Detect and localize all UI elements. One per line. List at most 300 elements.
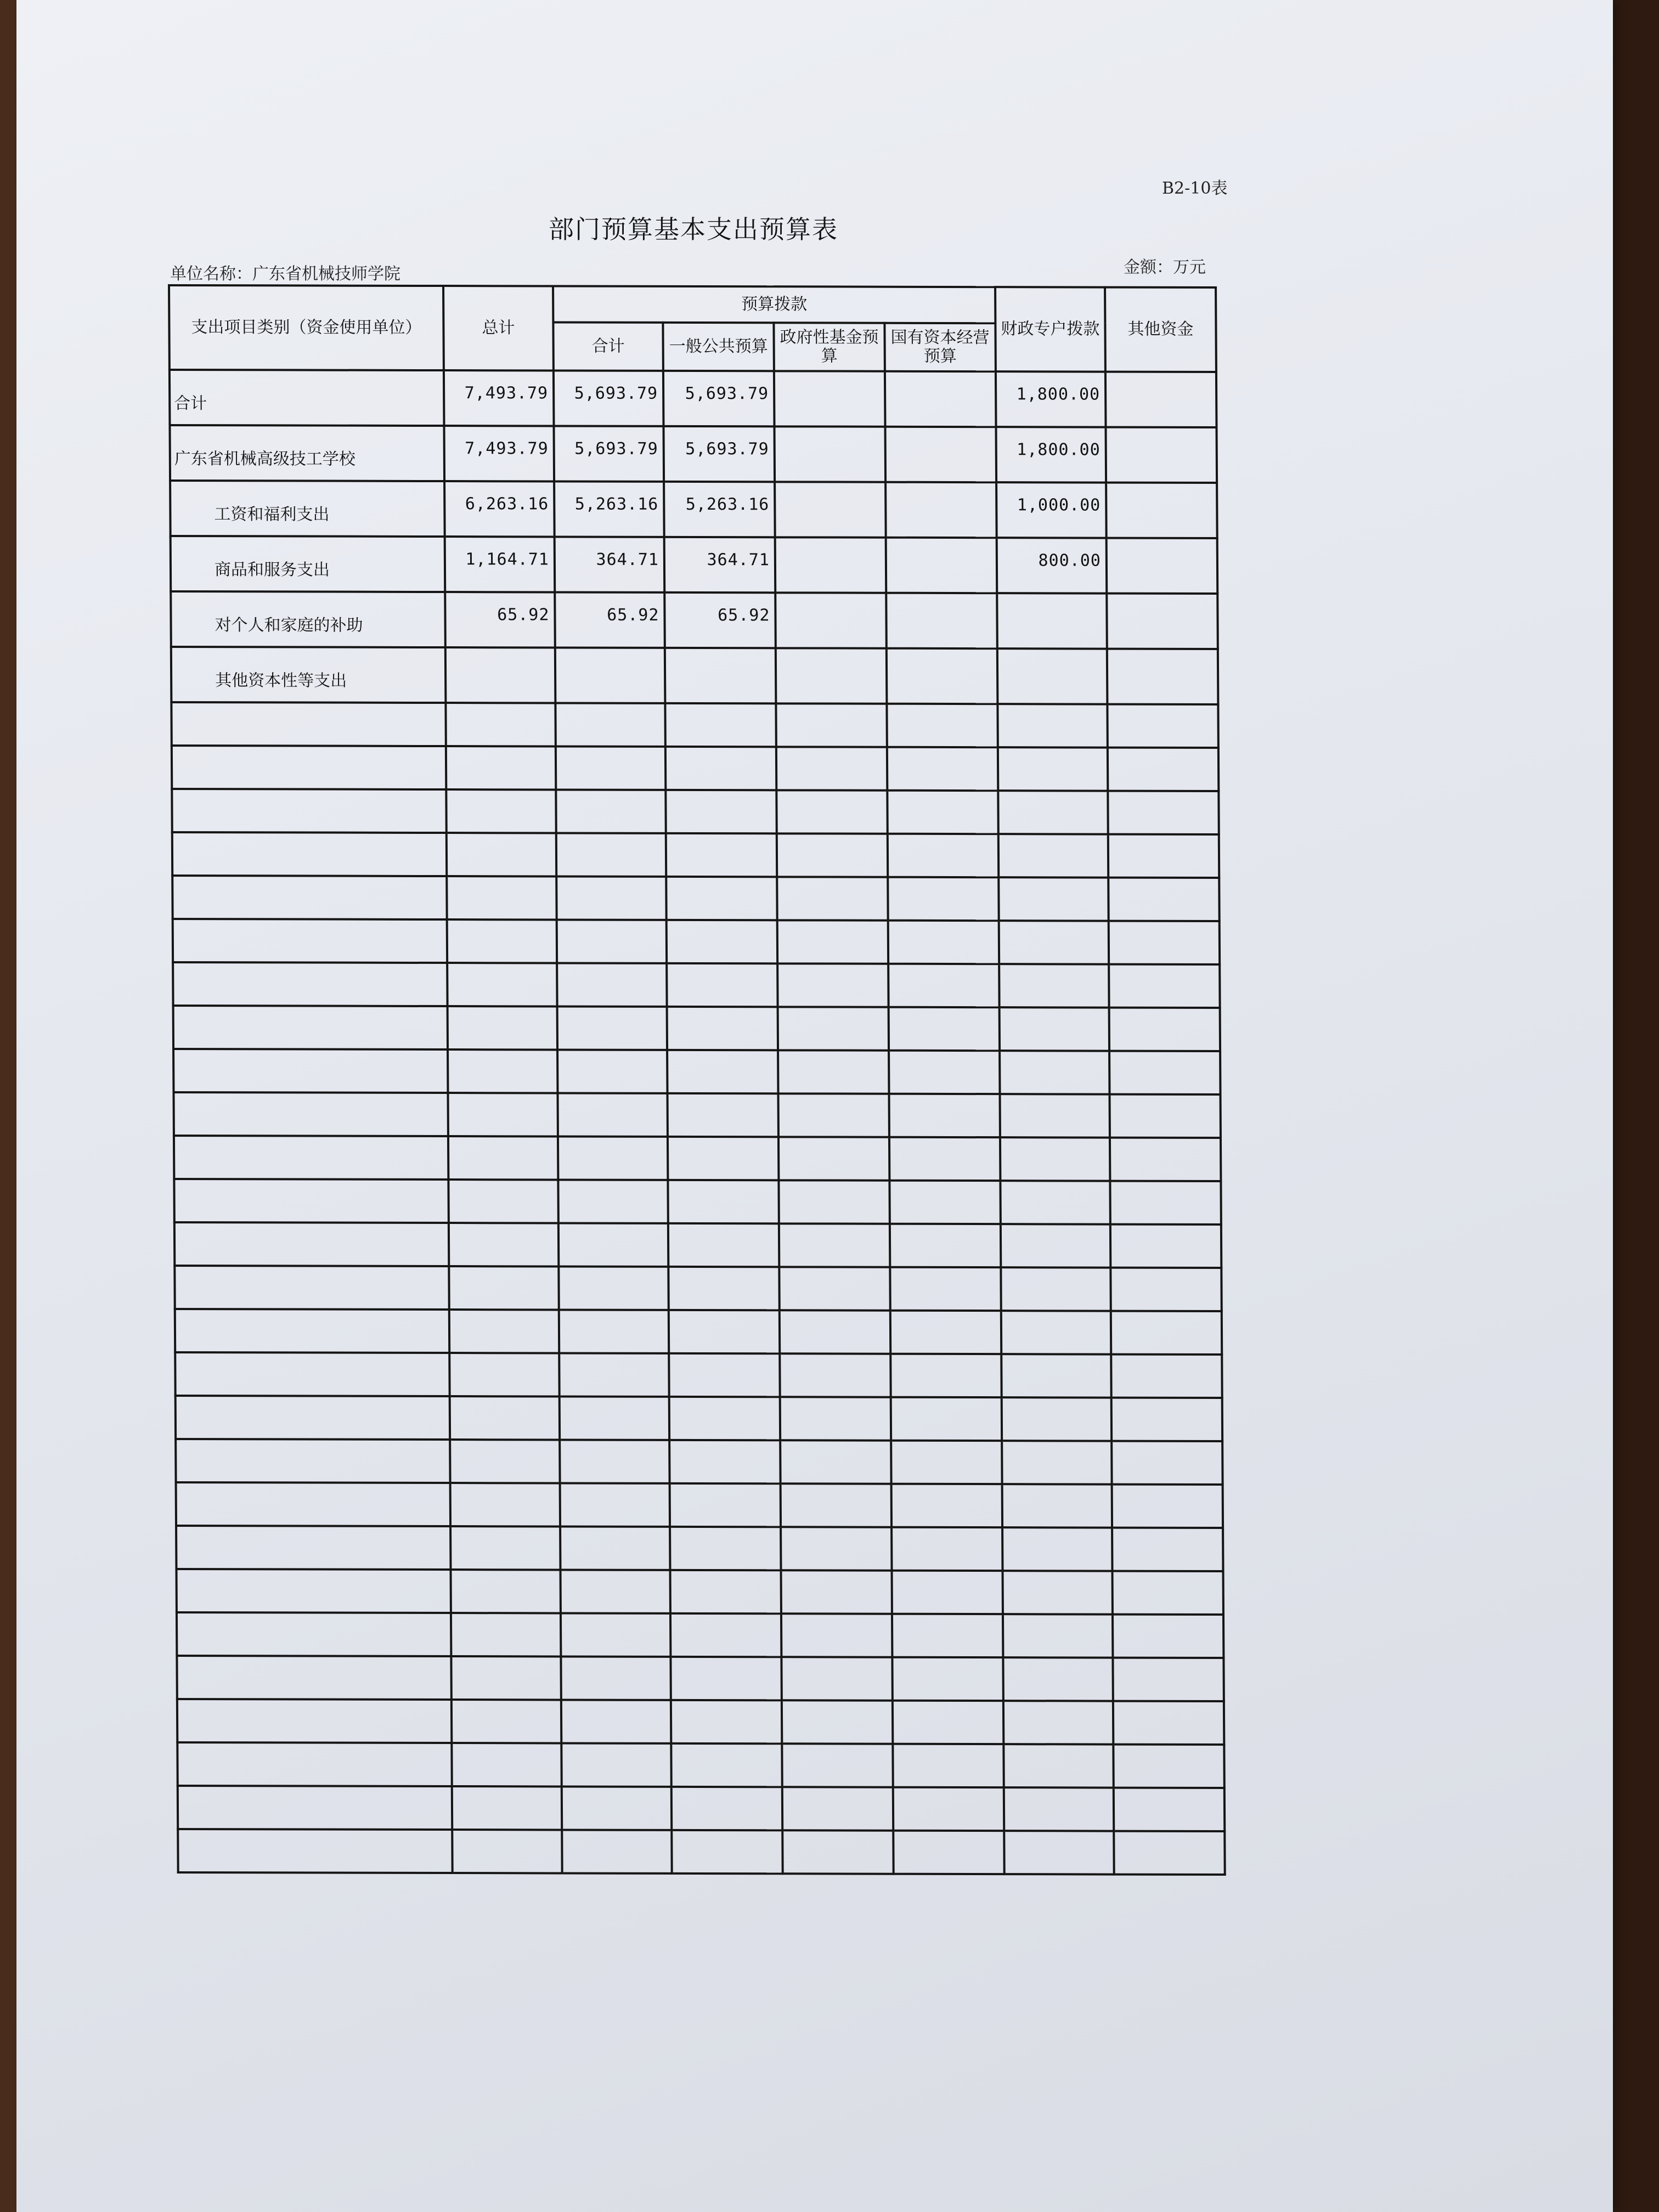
- empty-cell: [448, 1093, 557, 1136]
- empty-cell: [557, 1006, 667, 1049]
- empty-cell: [558, 1180, 668, 1223]
- empty-cell: [558, 1266, 668, 1310]
- cell-state-capital: [887, 648, 998, 704]
- empty-cell: [779, 1267, 890, 1310]
- empty-cell: [889, 1007, 1000, 1051]
- empty-cell: [451, 1656, 561, 1700]
- header-category: 支出项目类别（资金使用单位）: [169, 285, 444, 370]
- empty-cell: [178, 1829, 452, 1873]
- empty-cell: [1108, 791, 1218, 834]
- empty-cell: [176, 1526, 450, 1570]
- empty-cell: [173, 962, 447, 1006]
- cell-gov-fund: [774, 426, 885, 482]
- empty-cell: [781, 1570, 892, 1613]
- empty-cell: [560, 1526, 670, 1570]
- empty-cell: [668, 1267, 779, 1310]
- empty-cell: [175, 1352, 449, 1396]
- empty-cell: [172, 789, 446, 833]
- cell-total: 65.92: [445, 592, 555, 647]
- cell-total: 1,164.71: [445, 537, 555, 592]
- empty-cell: [177, 1699, 452, 1743]
- empty-cell: [1114, 1831, 1224, 1875]
- empty-cell: [1113, 1615, 1223, 1658]
- cell-other-funds: [1107, 594, 1218, 649]
- header-general-public: 一般公共预算: [663, 323, 774, 371]
- header-total: 总计: [443, 286, 554, 370]
- cell-special-allocation: [997, 593, 1107, 648]
- cell-total: 6,263.16: [444, 481, 555, 537]
- empty-cell: [1113, 1571, 1223, 1615]
- empty-cell: [1000, 1007, 1109, 1051]
- empty-cell: [667, 1093, 778, 1137]
- header-special-allocation: 财政专户拨款: [995, 287, 1105, 371]
- empty-cell: [1110, 1181, 1221, 1224]
- form-code: B2-10表: [1162, 179, 1228, 198]
- empty-cell: [558, 1223, 668, 1266]
- empty-cell: [888, 964, 999, 1007]
- empty-cell: [559, 1353, 669, 1396]
- empty-cell: [782, 1700, 893, 1743]
- empty-cell: [1004, 1831, 1114, 1874]
- cell-special-allocation: 1,800.00: [996, 427, 1107, 482]
- empty-cell: [892, 1571, 1003, 1614]
- table-row: [171, 647, 1218, 704]
- empty-cell: [557, 1093, 667, 1136]
- cell-gov-fund: [774, 371, 885, 426]
- empty-cell: [671, 1700, 782, 1743]
- cell-total: 7,493.79: [444, 370, 554, 426]
- empty-cell: [448, 1006, 557, 1049]
- cell-total: 7,493.79: [444, 426, 554, 481]
- empty-cell: [562, 1830, 672, 1873]
- empty-cell: [172, 746, 446, 789]
- empty-cell: [1111, 1355, 1222, 1398]
- empty-table-row: [172, 789, 1218, 834]
- empty-cell: [997, 704, 1107, 747]
- empty-cell: [781, 1483, 891, 1527]
- empty-cell: [174, 1179, 448, 1223]
- empty-cell: [449, 1310, 559, 1353]
- empty-cell: [557, 1049, 667, 1093]
- empty-cell: [780, 1397, 891, 1440]
- empty-cell: [174, 1136, 448, 1180]
- empty-cell: [1108, 878, 1219, 921]
- empty-cell: [452, 1743, 561, 1786]
- empty-cell: [447, 833, 556, 876]
- empty-cell: [668, 1180, 778, 1223]
- empty-cell: [781, 1527, 891, 1570]
- empty-cell: [998, 791, 1108, 834]
- empty-cell: [1001, 1267, 1110, 1311]
- budget-table: [168, 284, 1226, 1876]
- empty-table-row: [173, 1006, 1220, 1051]
- cell-gov-fund: [775, 592, 887, 648]
- cell-general-public: 65.92: [664, 592, 776, 648]
- cell-special-allocation: 800.00: [997, 538, 1107, 593]
- cell-special-allocation: 1,800.00: [996, 371, 1106, 427]
- empty-cell: [665, 703, 776, 747]
- empty-cell: [669, 1440, 780, 1483]
- empty-cell: [779, 1223, 890, 1267]
- empty-table-row: [178, 1829, 1224, 1875]
- empty-cell: [452, 1830, 562, 1873]
- empty-cell: [1001, 1354, 1111, 1397]
- empty-cell: [177, 1742, 452, 1786]
- empty-cell: [666, 877, 777, 920]
- empty-cell: [172, 832, 447, 876]
- cell-special-allocation: [997, 648, 1108, 704]
- cell-sub-total: [555, 647, 665, 703]
- empty-cell: [782, 1743, 893, 1787]
- empty-cell: [448, 1049, 557, 1093]
- empty-table-row: [178, 1786, 1224, 1831]
- empty-cell: [893, 1701, 1003, 1744]
- table-row: [170, 370, 1217, 427]
- empty-cell: [452, 1786, 562, 1830]
- empty-cell: [998, 877, 1108, 921]
- empty-cell: [1109, 1008, 1220, 1051]
- empty-cell: [556, 833, 666, 876]
- cell-state-capital: [885, 482, 997, 538]
- empty-cell: [666, 833, 777, 877]
- empty-cell: [1002, 1397, 1111, 1441]
- cell-special-allocation: 1,000.00: [996, 482, 1107, 538]
- empty-cell: [1000, 1051, 1109, 1094]
- header-gov-fund: 政府性基金预算: [774, 323, 885, 371]
- table-row: [170, 481, 1217, 538]
- cell-general-public: 5,693.79: [663, 371, 775, 426]
- empty-cell: [450, 1483, 560, 1526]
- header-sub-total: 合计: [553, 322, 663, 370]
- empty-table-row: [176, 1482, 1223, 1528]
- empty-cell: [891, 1484, 1002, 1527]
- empty-cell: [1114, 1788, 1224, 1831]
- empty-cell: [887, 747, 998, 791]
- empty-cell: [888, 921, 999, 964]
- empty-cell: [173, 1092, 448, 1136]
- empty-cell: [556, 746, 665, 789]
- empty-table-row: [175, 1309, 1222, 1355]
- empty-cell: [447, 919, 557, 963]
- empty-table-row: [174, 1136, 1221, 1181]
- empty-cell: [1109, 964, 1220, 1008]
- empty-cell: [1111, 1311, 1222, 1355]
- empty-cell: [561, 1613, 670, 1656]
- empty-cell: [890, 1354, 1001, 1397]
- empty-cell: [1003, 1614, 1113, 1657]
- amount-unit: 金额：万元: [1124, 258, 1206, 277]
- empty-cell: [173, 1006, 448, 1049]
- empty-table-row: [176, 1439, 1222, 1485]
- empty-cell: [1003, 1571, 1113, 1614]
- empty-table-row: [177, 1656, 1223, 1701]
- cell-gov-fund: [775, 537, 887, 592]
- empty-cell: [891, 1397, 1002, 1441]
- empty-cell: [452, 1700, 561, 1743]
- empty-cell: [558, 1136, 668, 1180]
- empty-cell: [999, 921, 1109, 964]
- empty-cell: [893, 1787, 1004, 1831]
- empty-cell: [1003, 1744, 1113, 1787]
- empty-table-row: [173, 919, 1220, 964]
- empty-cell: [670, 1483, 781, 1527]
- empty-table-row: [176, 1569, 1223, 1615]
- empty-cell: [1113, 1658, 1223, 1701]
- empty-cell: [670, 1527, 781, 1570]
- empty-table-row: [174, 1179, 1221, 1224]
- empty-cell: [670, 1613, 781, 1657]
- row-label: 其他资本性等支出: [171, 647, 446, 703]
- empty-table-row: [172, 832, 1219, 878]
- empty-table-row: [173, 962, 1220, 1008]
- header-other-funds: 其他资金: [1105, 287, 1216, 372]
- empty-cell: [176, 1569, 450, 1613]
- empty-cell: [1110, 1224, 1221, 1268]
- empty-cell: [891, 1527, 1002, 1571]
- empty-table-row: [176, 1396, 1222, 1441]
- empty-table-row: [177, 1612, 1223, 1658]
- empty-cell: [1109, 921, 1220, 964]
- cell-sub-total: 65.92: [555, 592, 665, 647]
- empty-cell: [171, 702, 445, 746]
- cell-other-funds: [1107, 538, 1218, 594]
- empty-cell: [178, 1786, 452, 1830]
- empty-cell: [1110, 1138, 1221, 1181]
- empty-cell: [998, 747, 1108, 791]
- empty-cell: [777, 963, 888, 1007]
- empty-cell: [1002, 1527, 1112, 1571]
- cell-sub-total: 5,693.79: [554, 426, 664, 481]
- empty-table-row: [176, 1526, 1223, 1571]
- empty-cell: [560, 1396, 669, 1440]
- empty-cell: [447, 963, 557, 1006]
- cell-sub-total: 364.71: [555, 537, 665, 592]
- empty-cell: [445, 703, 555, 746]
- empty-cell: [998, 834, 1108, 877]
- empty-cell: [1004, 1787, 1114, 1831]
- empty-table-row: [175, 1352, 1222, 1398]
- empty-table-row: [174, 1266, 1221, 1311]
- empty-cell: [889, 1181, 1000, 1224]
- cell-total: [445, 647, 556, 703]
- cell-general-public: 5,693.79: [663, 426, 775, 482]
- empty-cell: [1109, 1051, 1220, 1094]
- empty-cell: [561, 1743, 671, 1786]
- cell-general-public: 364.71: [664, 537, 776, 592]
- empty-cell: [777, 833, 888, 877]
- empty-cell: [889, 1051, 1000, 1094]
- empty-cell: [892, 1614, 1003, 1657]
- empty-cell: [1000, 1181, 1110, 1224]
- table-header: [169, 285, 1216, 372]
- empty-cell: [778, 1050, 889, 1093]
- empty-table-row: [173, 1092, 1220, 1138]
- empty-cell: [890, 1311, 1001, 1354]
- empty-cell: [561, 1656, 670, 1700]
- empty-cell: [778, 1137, 889, 1180]
- empty-cell: [446, 789, 556, 833]
- empty-table-row: [171, 702, 1218, 748]
- row-label: 工资和福利支出: [170, 481, 445, 537]
- empty-cell: [671, 1743, 782, 1787]
- empty-cell: [1112, 1485, 1223, 1528]
- empty-cell: [176, 1396, 450, 1440]
- empty-cell: [448, 1136, 558, 1180]
- empty-cell: [670, 1570, 781, 1613]
- empty-cell: [1113, 1701, 1224, 1745]
- empty-cell: [1000, 1094, 1110, 1137]
- empty-table-row: [173, 1049, 1220, 1094]
- empty-cell: [1107, 704, 1218, 748]
- empty-cell: [560, 1483, 670, 1526]
- empty-cell: [1003, 1657, 1113, 1701]
- empty-cell: [778, 1093, 889, 1137]
- empty-cell: [1002, 1441, 1111, 1484]
- empty-cell: [1001, 1224, 1110, 1267]
- empty-cell: [672, 1830, 782, 1874]
- empty-cell: [175, 1309, 449, 1353]
- table-body: [170, 370, 1225, 1875]
- cell-state-capital: [885, 427, 996, 482]
- cell-general-public: 5,263.16: [664, 482, 775, 537]
- empty-cell: [449, 1353, 559, 1396]
- empty-table-row: [177, 1699, 1224, 1745]
- empty-cell: [672, 1787, 782, 1830]
- cell-gov-fund: [775, 482, 886, 537]
- empty-cell: [174, 1266, 449, 1310]
- empty-cell: [176, 1482, 450, 1526]
- empty-table-row: [177, 1742, 1224, 1788]
- empty-cell: [890, 1267, 1001, 1311]
- empty-cell: [782, 1830, 893, 1874]
- row-label: 对个人和家庭的补助: [171, 591, 445, 647]
- cell-other-funds: [1107, 649, 1218, 704]
- empty-cell: [999, 964, 1109, 1007]
- empty-cell: [1111, 1398, 1222, 1441]
- cell-other-funds: [1105, 372, 1217, 427]
- cell-state-capital: [886, 593, 997, 648]
- empty-cell: [887, 791, 998, 834]
- empty-cell: [560, 1440, 669, 1483]
- empty-cell: [446, 746, 556, 789]
- empty-cell: [172, 876, 447, 919]
- empty-cell: [1110, 1094, 1221, 1138]
- empty-cell: [177, 1612, 451, 1656]
- empty-cell: [447, 876, 556, 919]
- empty-cell: [173, 1049, 448, 1093]
- empty-cell: [888, 834, 998, 877]
- empty-cell: [777, 877, 888, 920]
- empty-cell: [891, 1441, 1002, 1484]
- empty-cell: [556, 789, 665, 833]
- empty-cell: [177, 1656, 451, 1700]
- cell-other-funds: [1106, 427, 1217, 483]
- header-budget-allocation: 预算拨款: [553, 286, 995, 323]
- empty-cell: [1003, 1701, 1113, 1744]
- empty-cell: [450, 1570, 560, 1613]
- empty-cell: [781, 1657, 892, 1700]
- cell-sub-total: 5,263.16: [554, 481, 664, 537]
- empty-cell: [669, 1353, 780, 1397]
- empty-cell: [887, 704, 997, 747]
- empty-cell: [560, 1570, 670, 1613]
- empty-cell: [667, 963, 777, 1007]
- row-label: 商品和服务支出: [171, 536, 445, 592]
- empty-cell: [667, 1007, 778, 1050]
- empty-cell: [449, 1266, 558, 1310]
- cell-sub-total: 5,693.79: [554, 370, 664, 426]
- empty-cell: [893, 1831, 1004, 1874]
- empty-cell: [1110, 1268, 1221, 1311]
- empty-cell: [890, 1224, 1001, 1267]
- empty-cell: [557, 963, 667, 1006]
- empty-cell: [1112, 1528, 1223, 1571]
- empty-cell: [173, 919, 447, 963]
- empty-cell: [448, 1180, 558, 1223]
- empty-cell: [781, 1613, 892, 1657]
- empty-cell: [665, 790, 776, 833]
- empty-cell: [1001, 1311, 1111, 1354]
- empty-cell: [780, 1353, 890, 1397]
- empty-cell: [670, 1657, 781, 1700]
- empty-cell: [780, 1440, 891, 1483]
- empty-cell: [778, 1180, 889, 1223]
- empty-cell: [556, 876, 666, 919]
- cell-state-capital: [886, 538, 997, 593]
- page-title: 部门预算基本支出预算表: [549, 215, 838, 244]
- empty-cell: [782, 1787, 893, 1830]
- unit-name: 单位名称：广东省机械技师学院: [170, 264, 400, 284]
- empty-cell: [669, 1397, 780, 1440]
- empty-cell: [665, 747, 776, 790]
- empty-cell: [776, 703, 887, 747]
- empty-cell: [780, 1310, 890, 1353]
- budget-table-wrapper: [168, 284, 1224, 1876]
- empty-cell: [669, 1310, 780, 1353]
- header-state-capital: 国有资本经营预算: [884, 323, 996, 371]
- empty-cell: [777, 920, 888, 963]
- empty-cell: [451, 1613, 561, 1656]
- empty-cell: [892, 1657, 1003, 1701]
- empty-cell: [450, 1396, 560, 1440]
- empty-cell: [776, 790, 887, 833]
- empty-cell: [562, 1786, 672, 1830]
- empty-cell: [776, 747, 887, 790]
- row-label: 合计: [170, 370, 444, 426]
- cell-state-capital: [885, 371, 996, 427]
- empty-cell: [1111, 1441, 1222, 1485]
- empty-cell: [557, 919, 667, 963]
- empty-cell: [561, 1700, 671, 1743]
- empty-cell: [778, 1007, 889, 1050]
- cell-general-public: [665, 648, 776, 703]
- empty-table-row: [172, 876, 1219, 921]
- empty-cell: [668, 1223, 779, 1267]
- empty-cell: [559, 1310, 669, 1353]
- empty-cell: [176, 1439, 450, 1483]
- table-row: [170, 425, 1217, 483]
- empty-cell: [174, 1222, 449, 1266]
- cell-gov-fund: [776, 648, 887, 703]
- empty-cell: [555, 703, 665, 746]
- cell-other-funds: [1106, 483, 1217, 538]
- empty-cell: [888, 877, 998, 921]
- empty-cell: [450, 1526, 560, 1570]
- table-row: [171, 536, 1218, 594]
- empty-cell: [1108, 834, 1219, 878]
- row-label: 广东省机械高级技工学校: [170, 425, 444, 481]
- empty-cell: [667, 1050, 778, 1093]
